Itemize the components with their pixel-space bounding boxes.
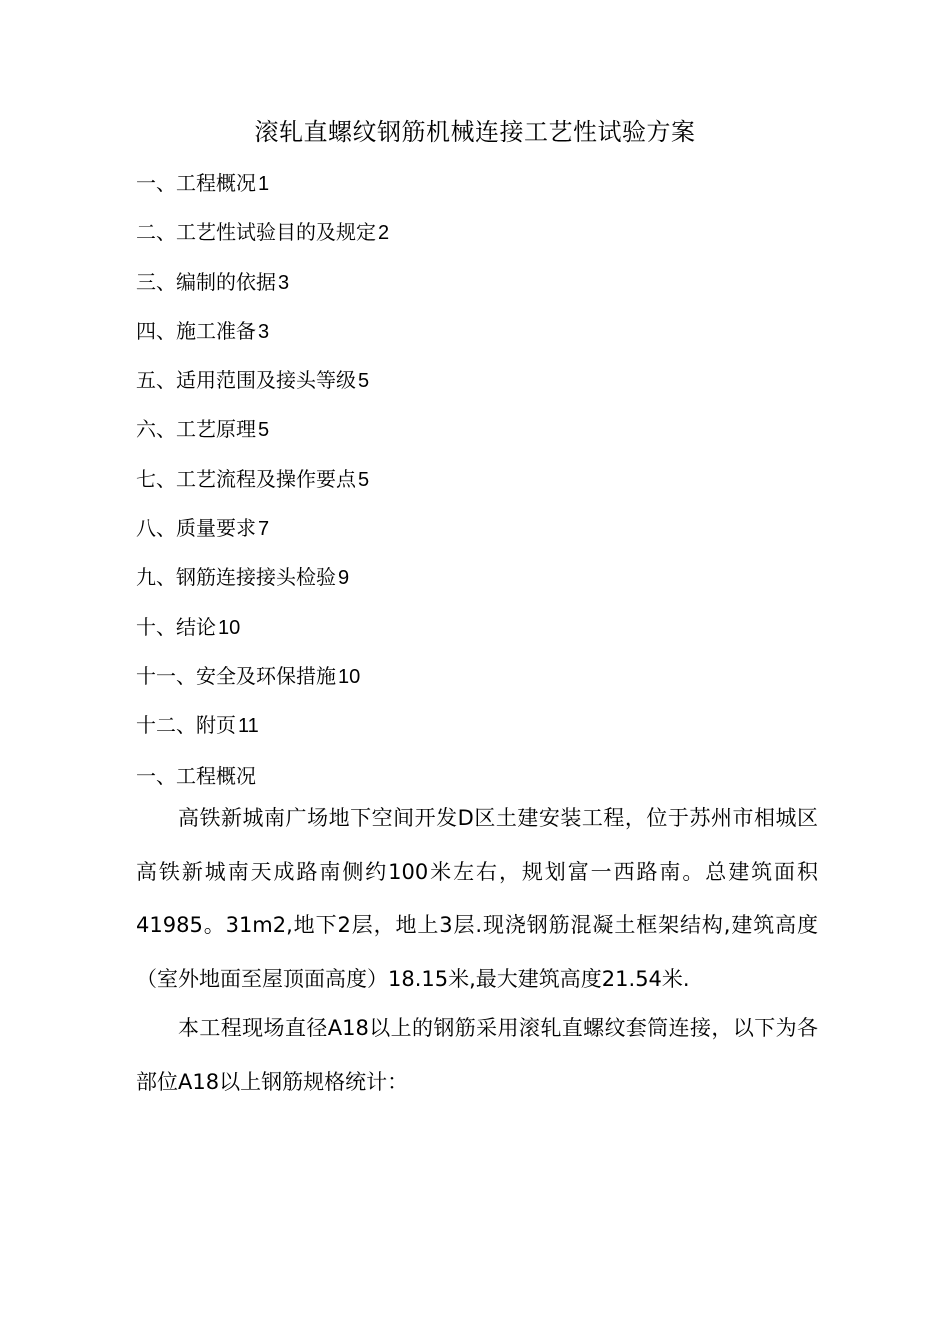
toc-entry-label: 二、工艺性试验目的及规定	[136, 220, 376, 245]
toc-entry-label: 七、工艺流程及操作要点	[136, 466, 356, 491]
toc-entry	[136, 461, 836, 510]
toc-entry-label: 十、结论	[136, 614, 216, 639]
toc-entry-label: 十二、附页	[136, 713, 236, 738]
body-paragraph: 高铁新城南广场地下空间开发D区土建安装工程，位于苏州市相城区高铁新城南天成路南侧约100米左右，规划富一西路南。总建筑面积41985。31m2,地下2层，地上3层.现浇钢筋混凝土框架结构,建筑高度（室外地面至屋顶面高度）18.15米,最大建筑高度21.54米.	[136, 806, 818, 991]
toc-entry	[136, 214, 836, 263]
toc-entry-label: 八、质量要求	[136, 516, 256, 541]
toc-entry-page: 5	[258, 419, 270, 442]
toc-entry-label: 六、工艺原理	[136, 417, 256, 442]
toc-entry-page: 10	[338, 665, 361, 688]
toc-entry	[136, 411, 836, 460]
toc-entry-page: 3	[278, 271, 290, 294]
toc-entry-label: 十一、安全及环保措施	[136, 663, 336, 688]
section-heading: 一、工程概况	[136, 764, 256, 788]
toc-entry-page: 5	[358, 468, 370, 491]
toc-entry	[136, 264, 836, 313]
toc-entry-page: 10	[218, 616, 241, 639]
toc-entry-page: 5	[358, 370, 370, 393]
toc-entry	[136, 165, 836, 214]
toc-entry-page: 7	[258, 518, 270, 541]
toc-entry	[136, 510, 836, 559]
toc-entry-page: 11	[238, 715, 259, 738]
document-title: 滚轧直螺纹钢筋机械连接工艺性试验方案	[254, 118, 696, 146]
toc-entry	[136, 658, 836, 707]
toc-entry-page: 1	[258, 173, 270, 195]
toc-entry	[136, 362, 836, 411]
toc-entry-label: 四、施工准备	[136, 318, 256, 343]
toc-entry-page: 3	[258, 320, 270, 343]
toc-entry-label: 九、钢筋连接接头检验	[136, 565, 336, 590]
table-of-contents	[136, 165, 836, 757]
toc-entry-label: 一、工程概况	[136, 171, 256, 195]
toc-entry-label: 五、适用范围及接头等级	[136, 368, 356, 393]
toc-entry	[136, 559, 836, 608]
toc-entry-label: 三、编制的依据	[136, 269, 276, 294]
toc-entry	[136, 707, 836, 756]
body-paragraph: 本工程现场直径A18以上的钢筋采用滚轧直螺纹套筒连接，以下为各部位A18以上钢筋规格统计：	[136, 1016, 818, 1094]
toc-entry	[136, 609, 836, 658]
toc-entry-page: 2	[378, 222, 390, 245]
toc-entry	[136, 313, 836, 362]
toc-entry-page: 9	[338, 567, 350, 590]
